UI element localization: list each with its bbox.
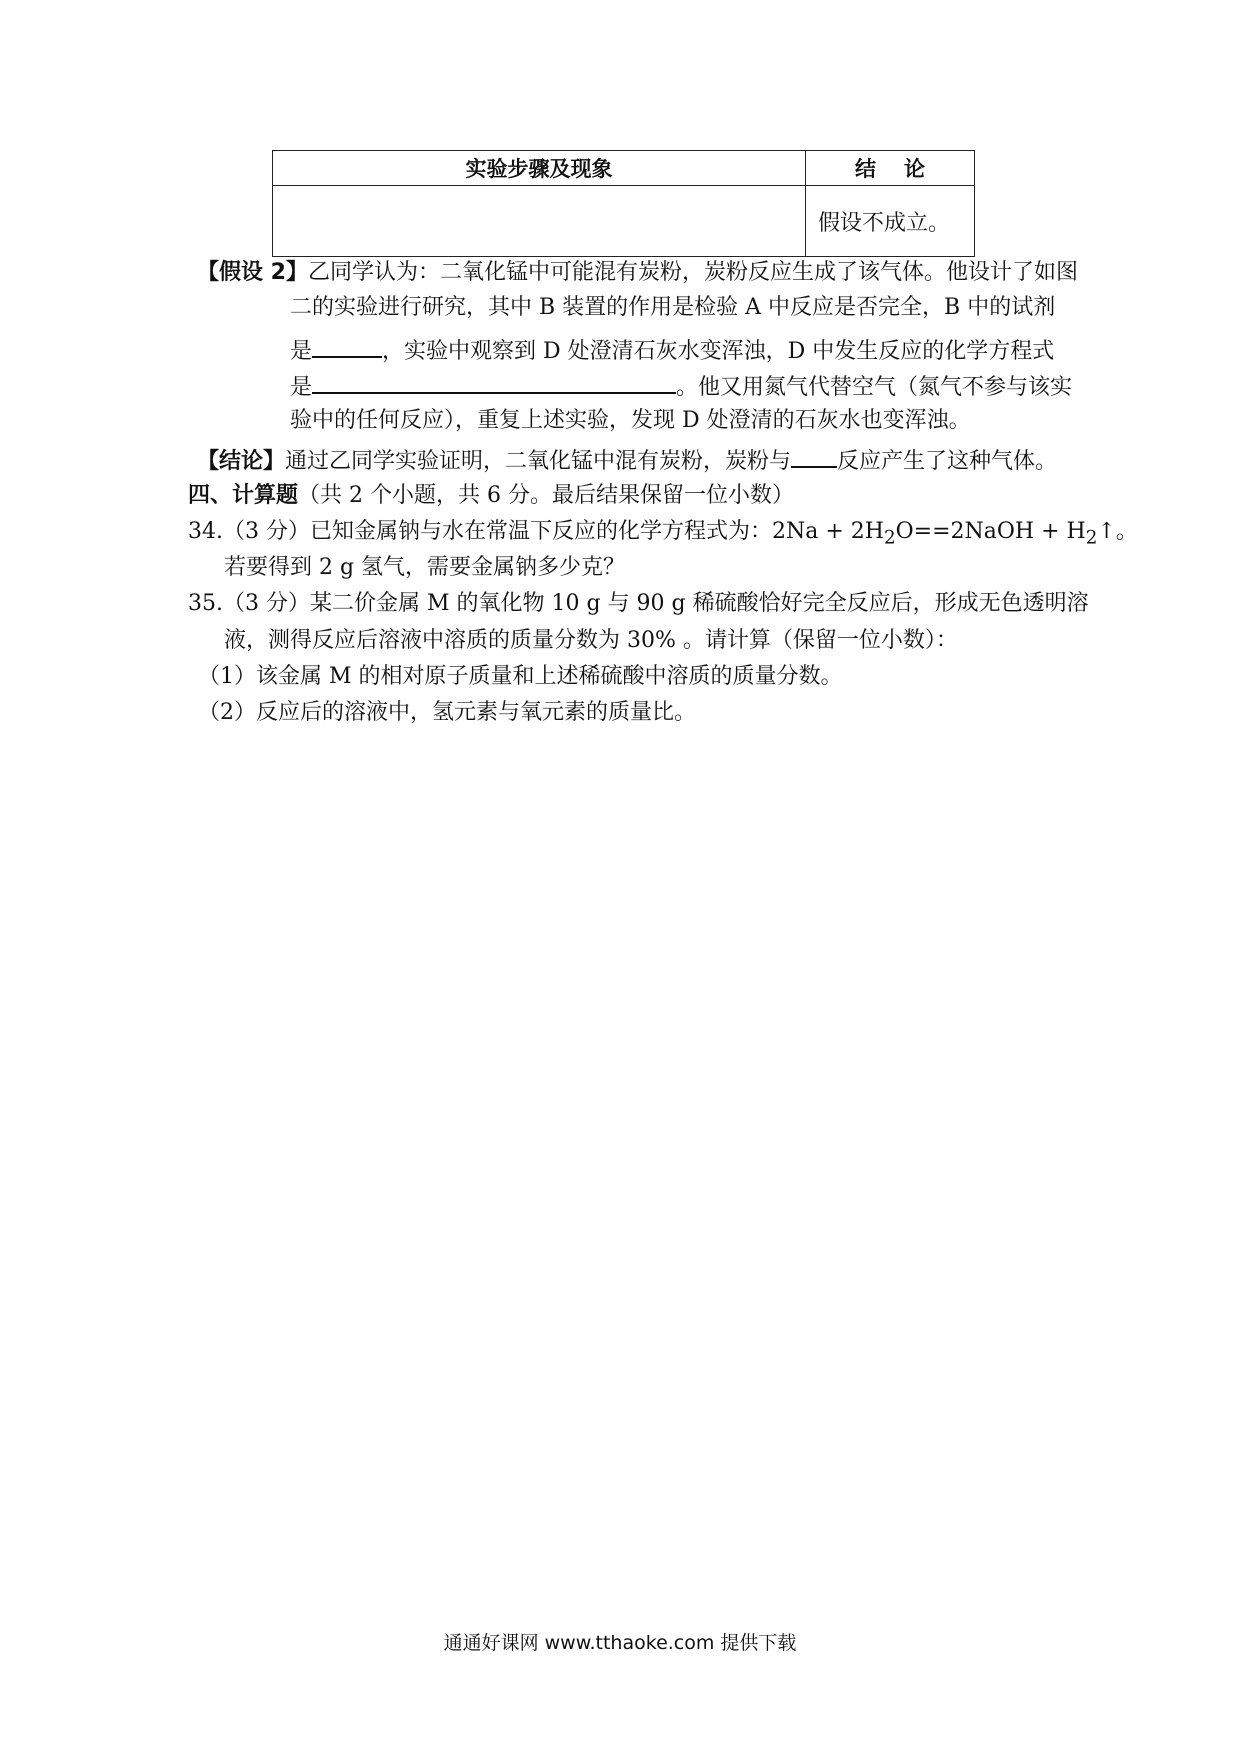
conclusion-text-a: 通过乙同学实验证明，二氧化锰中混有炭粉，炭粉与	[285, 449, 792, 474]
experiment-table	[272, 150, 975, 257]
section4-note: （共 2 个小题，共 6 分。最后结果保留一位小数）	[298, 483, 794, 508]
section4-heading	[188, 481, 794, 511]
q34-line2: 若要得到 2 g 氢气，需要金属钠多少克？	[224, 555, 626, 580]
table-cell-conclusion: 假设不成立。	[806, 186, 975, 257]
q34-text-b: O==2NaOH + H	[895, 519, 1086, 544]
answer-blank-reagent	[312, 334, 382, 358]
conclusion-text-b: 反应产生了这种气体。	[837, 449, 1058, 474]
conclusion-line	[197, 444, 1057, 477]
hypothesis2-text4b: 。他又用氮气代替空气（氮气不参与该实	[676, 375, 1073, 400]
table-header-row	[273, 151, 975, 186]
q34-subscript-1: 2	[883, 527, 896, 549]
q35-line2: 液，测得反应后溶液中溶质的质量分数为 30% 。请计算（保留一位小数）：	[224, 628, 958, 653]
answer-blank-reactant	[791, 444, 837, 468]
hypothesis2-line5: 验中的任何反应），重复上述实验，发现 D 处澄清的石灰水也变浑浊。	[290, 408, 971, 433]
hypothesis2-label: 【假设 2】	[197, 260, 308, 285]
q34-text-c: ↑。	[1097, 519, 1138, 544]
hypothesis2-line3	[290, 334, 1054, 367]
q34-subscript-2: 2	[1085, 527, 1098, 549]
table-cell-steps	[273, 186, 806, 257]
q35-subquestion-2: （2）反应后的溶液中，氢元素与氧元素的质量比。	[198, 700, 696, 725]
hypothesis2-text1: 乙同学认为：二氧化锰中可能混有炭粉，炭粉反应生成了该气体。他设计了如图	[307, 260, 1078, 285]
table-header-steps: 实验步骤及现象	[273, 151, 806, 186]
q35-subquestion-1: （1）该金属 M 的相对原子质量和上述稀硫酸中溶质的质量分数。	[198, 664, 843, 689]
table-header-conclusion: 结论	[806, 151, 975, 186]
hypothesis2-text3b: ，实验中观察到 D 处澄清石灰水变浑浊，D 中发生反应的化学方程式	[382, 339, 1055, 364]
hypothesis2-line1	[197, 258, 1078, 288]
q34-text-a: 34.（3 分）已知金属钠与水在常温下反应的化学方程式为：2Na + 2H	[188, 519, 884, 544]
answer-blank-equation	[312, 370, 676, 394]
table-row	[273, 186, 975, 257]
hypothesis2-text3a: 是	[290, 339, 313, 364]
q34-line1	[188, 517, 1138, 553]
footer-text: 通通好课网 www.tthaoke.com 提供下载	[443, 1632, 797, 1654]
hypothesis2-line4	[290, 370, 1072, 403]
section4-title: 四、计算题	[188, 483, 299, 508]
conclusion-label: 【结论】	[197, 449, 286, 474]
hypothesis2-line2: 二的实验进行研究，其中 B 装置的作用是检验 A 中反应是否完全，B 中的试剂	[290, 295, 1056, 320]
hypothesis2-text4a: 是	[290, 375, 313, 400]
q35-line1: 35.（3 分）某二价金属 M 的氧化物 10 g 与 90 g 稀硫酸恰好完全反应后，形成无色透明溶	[188, 591, 1089, 616]
